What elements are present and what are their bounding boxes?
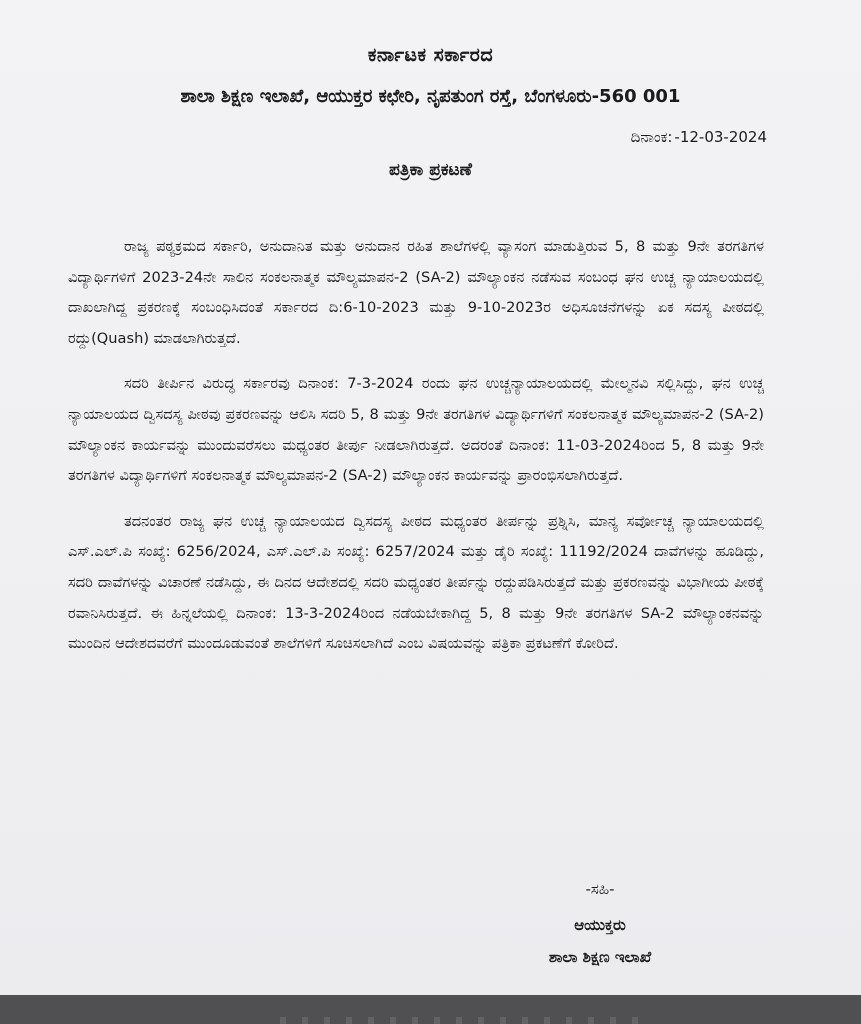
paragraph: ಸದರಿ ತೀರ್ಪಿನ ವಿರುದ್ಧ ಸರ್ಕಾರವು ದಿನಾಂಕ: 7-3-2024 ರಂದು ಘನ ಉಚ್ಚನ್ಯಾಯಾಲಯದಲ್ಲಿ ಮೇಲ್ಮನವಿ ಸಲ್ಲಿಸಿದ್ದು, ಘನ ಉಚ್ಚ ನ್ಯಾಯಾಲಯದ ದ್ವಿಸದಸ್ಯ ಪೀಠವು ಪ್ರಕರಣವನ್ನು ಆಲಿಸಿ ಸದರಿ 5, 8 ಮತ್ತು 9ನೇ ತರಗತಿಗಳ ವಿದ್ಯಾರ್ಥಿಗಳಿಗೆ ಸಂಕಲನಾತ್ಮಕ ಮೌಲ್ಯಮಾಪನ-2 (SA-2) ಮೌಲ್ಯಾಂಕನ ಕಾರ್ಯವನ್ನು ಮುಂದುವರೆಸಲು ಮಧ್ಯಂತರ ತೀರ್ಪು ನೀಡಲಾಗಿರುತ್ತದೆ. ಅದರಂತೆ ದಿನಾಂಕ: 11-03-2024ರಿಂದ 5, 8 ಮತ್ತು 9ನೇ ತರಗತಿಗಳ ವಿದ್ಯಾರ್ಥಿಗಳಿಗೆ ಸಂಕಲನಾತ್ಮಕ ಮೌಲ್ಯಮಾಪನ-2 (SA-2) ಮೌಲ್ಯಾಂಕನ ಕಾರ್ಯವನ್ನು ಪ್ರಾರಂಭಿಸಲಾಗಿರುತ್ತದೆ. bbox=[68, 375, 764, 485]
bottom-overlay-bar bbox=[0, 995, 861, 1024]
paragraph: ರಾಜ್ಯ ಪಠ್ಯಕ್ರಮದ ಸರ್ಕಾರಿ, ಅನುದಾನಿತ ಮತ್ತು ಅನುದಾನ ರಹಿತ ಶಾಲೆಗಳಲ್ಲಿ ವ್ಯಾಸಂಗ ಮಾಡುತ್ತಿರುವ 5, 8 ಮತ್ತು 9ನೇ ತರಗತಿಗಳ ವಿದ್ಯಾರ್ಥಿಗಳಿಗೆ 2023-24ನೇ ಸಾಲಿನ ಸಂಕಲನಾತ್ಮಕ ಮೌಲ್ಯಮಾಪನ-2 (SA-2) ಮೌಲ್ಯಾಂಕನ ನಡೆಸುವ ಸಂಬಂಧ ಘನ ಉಚ್ಚ ನ್ಯಾಯಾಲಯದಲ್ಲಿ ದಾಖಲಾಗಿದ್ದ ಪ್ರಕರಣಕ್ಕೆ ಸಂಬಂಧಿಸಿದಂತೆ ಸರ್ಕಾರದ ದಿ:6-10-2023 ಮತ್ತು 9-10-2023ರ ಅಧಿಸೂಚನೆಗಳನ್ನು ಏಕ ಸದಸ್ಯ ಪೀಠದಲ್ಲಿ ರದ್ದು(Quash) ಮಾಡಲಾಗಿರುತ್ತದೆ. bbox=[68, 238, 764, 347]
department-address: ಶಾಲಾ ಶಿಕ್ಷಣ ಇಲಾಖೆ, ಆಯುಕ್ತರ ಕಛೇರಿ, ನೃಪತುಂಗ ರಸ್ತೆ, ಬೆಂಗಳೂರು-560 001 bbox=[180, 86, 681, 107]
faded-caption-strip bbox=[280, 1017, 640, 1024]
document-title: ಪತ್ರಿಕಾ ಪ್ರಕಟಣೆ bbox=[389, 160, 472, 180]
date-value: -12-03-2024 bbox=[674, 128, 767, 146]
date-label: ದಿನಾಂಕ: bbox=[630, 128, 673, 146]
government-header: ಕರ್ನಾಟಕ ಸರ್ಕಾರದ bbox=[367, 44, 494, 66]
signatory-department: ಶಾಲಾ ಶಿಕ್ಷಣ ಇಲಾಖೆ bbox=[548, 948, 652, 966]
paragraph: ತದನಂತರ ರಾಜ್ಯ ಘನ ಉಚ್ಚ ನ್ಯಾಯಾಲಯದ ದ್ವಿಸದಸ್ಯ ಪೀಠದ ಮಧ್ಯಂತರ ತೀರ್ಪನ್ನು ಪ್ರಶ್ನಿಸಿ, ಮಾನ್ಯ ಸರ್ವೋಚ್ಚ ನ್ಯಾಯಾಲಯದಲ್ಲಿ ಎಸ್.ಎಲ್.ಪಿ ಸಂಖ್ಯೆ: 6256/2024, ಎಸ್.ಎಲ್.ಪಿ ಸಂಖ್ಯೆ: 6257/2024 ಮತ್ತು ಡೈರಿ ಸಂಖ್ಯೆ: 11192/2024 ದಾವೆಗಳನ್ನು ಹೂಡಿದ್ದು, ಸದರಿ ದಾವೆಗಳನ್ನು ವಿಚಾರಣೆ ನಡೆಸಿದ್ದು, ಈ ದಿನದ ಆದೇಶದಲ್ಲಿ ಸದರಿ ಮಧ್ಯಂತರ ತೀರ್ಪನ್ನು ರದ್ದುಪಡಿಸಿರುತ್ತದೆ ಮತ್ತು ಪ್ರಕರಣವನ್ನು ವಿಭಾಗೀಯ ಪೀಠಕ್ಕೆ ರವಾನಿಸಿರುತ್ತದೆ. ಈ ಹಿನ್ನಲೆಯಲ್ಲಿ ದಿನಾಂಕ: 13-3-2024ರಿಂದ ನಡೆಯಬೇಕಾಗಿದ್ದ 5, 8 ಮತ್ತು 9ನೇ ತರಗತಿಗಳ SA-2 ಮೌಲ್ಯಾಂಕನವನ್ನು ಮುಂದಿನ ಆದೇಶದವರೆಗೆ ಮುಂದೂಡುವಂತೆ ಶಾಲೆಗಳಿಗೆ ಸೂಚಿಸಲಾಗಿದೆ ಎಂಬ ವಿಷಯವನ್ನು ಪತ್ರಿಕಾ ಪ್ರಕಟಣೆಗೆ ಕೋರಿದೆ. bbox=[68, 512, 764, 653]
signatory-designation: ಆಯುಕ್ತರು bbox=[574, 916, 626, 934]
date-line bbox=[631, 128, 767, 146]
document-body bbox=[68, 232, 764, 675]
signature-mark: -ಸಹಿ- bbox=[585, 880, 615, 898]
